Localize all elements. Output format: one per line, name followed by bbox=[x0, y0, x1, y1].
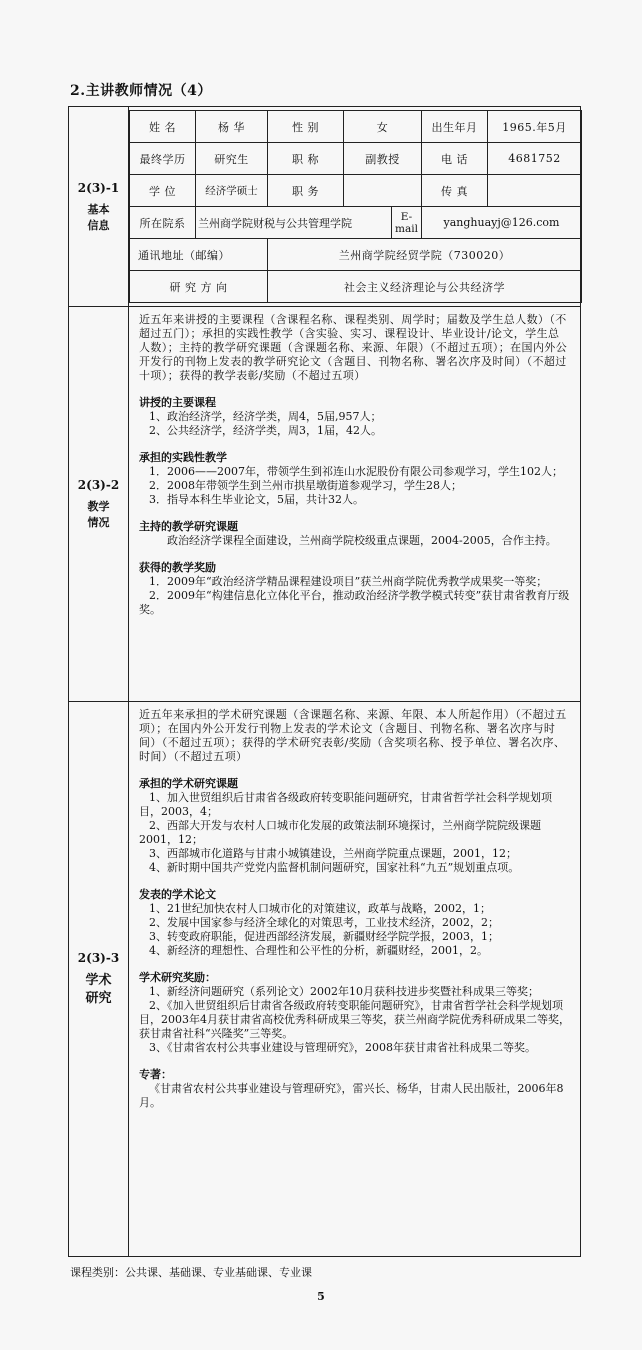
research-award-item: 1、新经济问题研究（系列论文）2002年10月获科技进步奖暨社科成果三等奖； bbox=[149, 985, 539, 998]
research-projects-heading: 承担的学术研究课题 bbox=[139, 777, 238, 790]
research-project-item: 4、新时期中国共产党党内监督机制问题研究，国家社科“九五”规划重点项。 bbox=[149, 861, 520, 874]
email-label: E-mail bbox=[392, 207, 422, 239]
education-label: 最终学历 bbox=[130, 143, 196, 175]
research-awards-heading: 学术研究奖励： bbox=[139, 971, 216, 984]
course-item: 1、政治经济学，经济学类，周4，5届,957人； bbox=[149, 410, 382, 423]
research-content bbox=[129, 702, 581, 1257]
research-project-item: 2、西部大开发与农村人口城市化发展的政策法制环境探讨，兰州商学院院级课题 2001，12； bbox=[139, 819, 541, 846]
post-label: 职 务 bbox=[268, 175, 344, 207]
practice-item: 2．2008年带领学生到兰州市拱星墩街道参观学习，学生28人； bbox=[149, 479, 462, 492]
paper-item: 1、21世纪加快农村人口城市化的对策建议，政革与战略，2002，1； bbox=[149, 902, 491, 915]
job-title-label: 职 称 bbox=[268, 143, 344, 175]
department-value: 兰州商学院财税与公共管理学院 bbox=[196, 207, 392, 239]
practice-heading: 承担的实践性教学 bbox=[139, 451, 227, 464]
teaching-awards-heading: 获得的教学奖励 bbox=[139, 561, 216, 574]
teaching-section-label: 教学情况 bbox=[87, 500, 110, 529]
education-value: 研究生 bbox=[196, 143, 268, 175]
teaching-award-item: 2．2009年“构建信息化立体化平台，推动政治经济学教学模式转变”获甘肃省教育厅级奖。 bbox=[139, 589, 570, 616]
research-intro: 近五年来承担的学术研究课题（含课题名称、来源、年限、本人所起作用）（不超过五项）；在国内外公开发行刊物上发表的学术论文（含题目、刊物名称、署名次序与时间）（不超过五项）；获得的学术研究表彰/奖励（含奖项名称、授予单位、署名次序、时间）（不超过五项） bbox=[139, 708, 567, 763]
phone-value: 4681752 bbox=[488, 143, 582, 175]
teaching-award-item: 1．2009年“政治经济学精品课程建设项目”获兰州商学院优秀教学成果奖一等奖； bbox=[149, 575, 548, 588]
address-label: 通讯地址（邮编） bbox=[130, 239, 268, 271]
research-project-item: 1、加入世贸组织后甘肃省各级政府转变职能问题研究，甘肃省哲学社会科学规划项目，2003，4； bbox=[139, 791, 552, 818]
courses-heading: 讲授的主要课程 bbox=[139, 396, 216, 409]
department-label: 所在院系 bbox=[130, 207, 196, 239]
research-project-item: 3、西部城市化道路与甘肃小城镇建设，兰州商学院重点课题，2001，12； bbox=[149, 847, 517, 860]
basic-info-grid bbox=[129, 110, 582, 303]
basic-info-section-label: 基本信息 bbox=[87, 202, 110, 232]
address-value: 兰州商学院经贸学院（730020） bbox=[268, 239, 582, 271]
teaching-section bbox=[69, 307, 581, 702]
papers-heading: 发表的学术论文 bbox=[139, 888, 216, 901]
books-heading: 专著： bbox=[139, 1068, 172, 1081]
gender-label: 性 别 bbox=[268, 111, 344, 143]
phone-label: 电 话 bbox=[422, 143, 488, 175]
birth-value: 1965.年5月 bbox=[488, 111, 582, 143]
practice-item: 1．2006——2007年，带领学生到祁连山水泥股份有限公司参观学习，学生102人； bbox=[149, 465, 563, 478]
name-value: 杨 华 bbox=[196, 111, 268, 143]
name-label: 姓 名 bbox=[130, 111, 196, 143]
research-label-cell bbox=[69, 702, 129, 1257]
basic-info-grid-cell bbox=[129, 107, 581, 307]
email-value: yanghuayj@126.com bbox=[422, 207, 582, 239]
teaching-section-num: 2(3)-2 bbox=[77, 478, 120, 492]
job-title-value: 副教授 bbox=[344, 143, 422, 175]
gender-value: 女 bbox=[344, 111, 422, 143]
paper-item: 4、新经济的理想性、合理性和公平性的分析，新疆财经，2001，2。 bbox=[149, 944, 488, 957]
practice-item: 3．指导本科生毕业论文，5届，共计32人。 bbox=[149, 493, 364, 506]
birth-label: 出生年月 bbox=[422, 111, 488, 143]
course-item: 2、公共经济学，经济学类，周3，1届，42人。 bbox=[149, 424, 382, 437]
degree-value: 经济学硕士 bbox=[196, 175, 268, 207]
teaching-content bbox=[129, 307, 581, 702]
research-direction-value: 社会主义经济理论与公共经济学 bbox=[268, 271, 582, 303]
fax-label: 传 真 bbox=[422, 175, 488, 207]
degree-label: 学 位 bbox=[130, 175, 196, 207]
basic-info-section-num: 2(3)-1 bbox=[77, 180, 120, 195]
research-direction-label: 研 究 方 向 bbox=[130, 271, 268, 303]
research-section bbox=[69, 702, 581, 1257]
post-value bbox=[344, 175, 422, 207]
basic-info-section bbox=[69, 107, 581, 307]
paper-item: 2、发展中国家参与经济全球化的对策思考，工业技术经济，2002，2； bbox=[149, 916, 499, 929]
page-number: 5 bbox=[317, 1290, 325, 1303]
book-item: 《甘肃省农村公共事业建设与管理研究》，雷兴长、杨华，甘肃人民出版社，2006年8月。 bbox=[139, 1082, 564, 1109]
basic-info-label-cell bbox=[69, 107, 129, 307]
paper-item: 3、转变政府职能，促进西部经济发展，新疆财经学院学报，2003，1； bbox=[149, 930, 499, 943]
teaching-intro: 近五年来讲授的主要课程（含课程名称、课程类别、周学时；届数及学生总人数）（不超过五门）；承担的实践性教学（含实验、实习、课程设计、毕业设计/论文，学生总人数）；主持的教学研究课题（含课题名称、来源、年限）（不超过五项）；在国内外公开发行的刊物上发表的教学研究论文（含题目、刊物名称、署名次序及时间）（不超过十项）；获得的教学表彰/奖励（不超过五项） bbox=[139, 313, 568, 382]
research-award-item: 3、《甘肃省农村公共事业建设与管理研究》，2008年获甘肃省社科成果二等奖。 bbox=[149, 1041, 536, 1054]
teaching-projects-heading: 主持的教学研究课题 bbox=[139, 520, 238, 533]
teaching-label-cell bbox=[69, 307, 129, 702]
research-award-item: 2、《加入世贸组织后甘肃省各级政府转变职能问题研究》，甘肃省哲学社会科学规划项目，2003年4月获甘肃省高校优秀科研成果三等奖，获兰州商学院优秀科研成果二等奖，获甘肃省社科“兴隆奖”三等奖。 bbox=[139, 999, 570, 1040]
research-section-num: 2(3)-3 bbox=[77, 951, 120, 965]
page-title: 2.主讲教师情况（4） bbox=[70, 83, 212, 99]
fax-value bbox=[488, 175, 582, 207]
course-category-note: 课程类别：公共课、基础课、专业基础课、专业课 bbox=[70, 1266, 312, 1279]
teaching-project-item: 政治经济学课程全面建设，兰州商学院校级重点课题，2004-2005，合作主持。 bbox=[167, 534, 557, 547]
teacher-info-table bbox=[68, 106, 581, 1257]
research-section-label: 学术研究 bbox=[85, 973, 112, 1006]
